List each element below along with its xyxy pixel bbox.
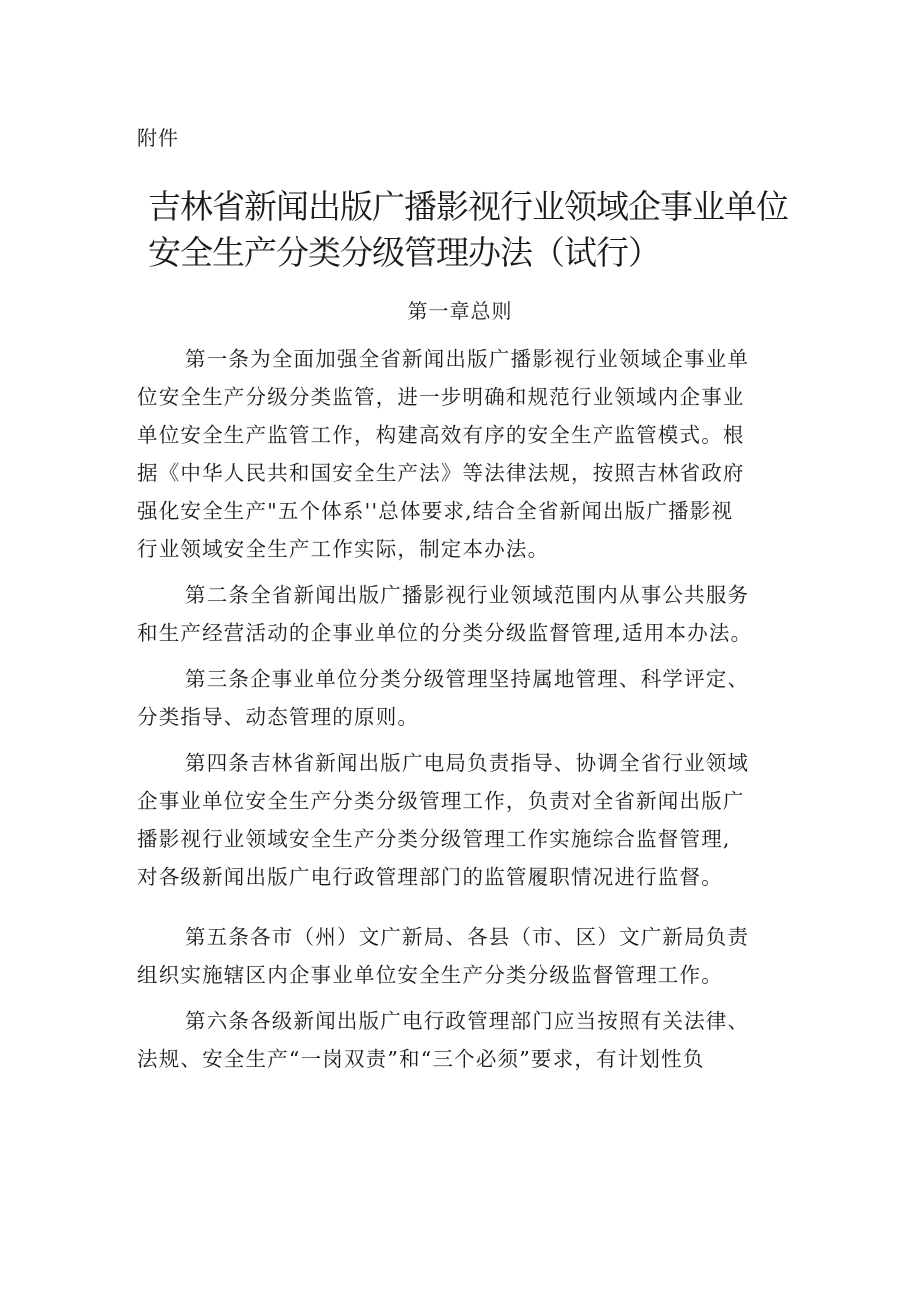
article-line: 和生产经营活动的企事业单位的分类分级监督管理,适用本办法。 [137,621,753,645]
article-line: 行业领域安全生产工作实际，制定本办法。 [137,537,550,561]
article-3 [137,660,797,736]
chapter-heading: 第一章总则 [407,299,513,323]
article-line: 第一条为全面加强全省新闻出版广播影视行业领域企事业单 [185,347,750,371]
article-line: 分类指导、动态管理的原则。 [137,705,420,729]
document-title [148,184,788,276]
document-body [137,340,797,1078]
article-line: 位安全生产分级分类监管，进一步明确和规范行业领域内企事业 [137,385,745,409]
article-2 [137,576,797,652]
article-line: 播影视行业领域安全生产分类分级管理工作实施综合监督管理, [137,827,731,851]
article-line: 法规、安全生产“一岗双责”和“三个必须”要求，有计划性负 [137,1047,705,1071]
article-line: 第三条企事业单位分类分级管理坚持属地管理、科学评定、 [185,667,750,691]
article-line: 第五条各市（州）文广新局、各县（市、区）文广新局负责 [185,925,750,949]
article-line: 企事业单位安全生产分类分级管理工作，负责对全省新闻出版广 [137,789,745,813]
article-line: 单位安全生产监管工作，构建高效有序的安全生产监管模式。根 [137,423,745,447]
article-line: 第二条全省新闻出版广播影视行业领域范围内从事公共服务 [185,583,750,607]
article-4 [137,744,797,896]
article-1 [137,340,797,568]
title-line-2: 安全生产分类分级管理办法（试行） [148,233,660,272]
article-line: 据《中华人民共和国安全生产法》等法律法规，按照吉林省政府 [137,461,745,485]
article-5 [137,918,797,994]
article-line: 对各级新闻出版广电行政管理部门的监管履职情况进行监督。 [137,865,723,889]
article-line: 第六条各级新闻出版广电行政管理部门应当按照有关法律、 [185,1009,750,1033]
article-line: 组织实施辖区内企事业单位安全生产分类分级监督管理工作。 [137,963,723,987]
article-line: 第四条吉林省新闻出版广电局负责指导、协调全省行业领域 [185,751,750,775]
title-line-1: 吉林省新闻出版广播影视行业领域企事业单位 [148,187,788,226]
article-6 [137,1002,797,1078]
article-line: 强化安全生产"五个体系''总体要求,结合全省新闻出版广播影视 [137,499,734,523]
attachment-label: 附件 [137,126,179,150]
